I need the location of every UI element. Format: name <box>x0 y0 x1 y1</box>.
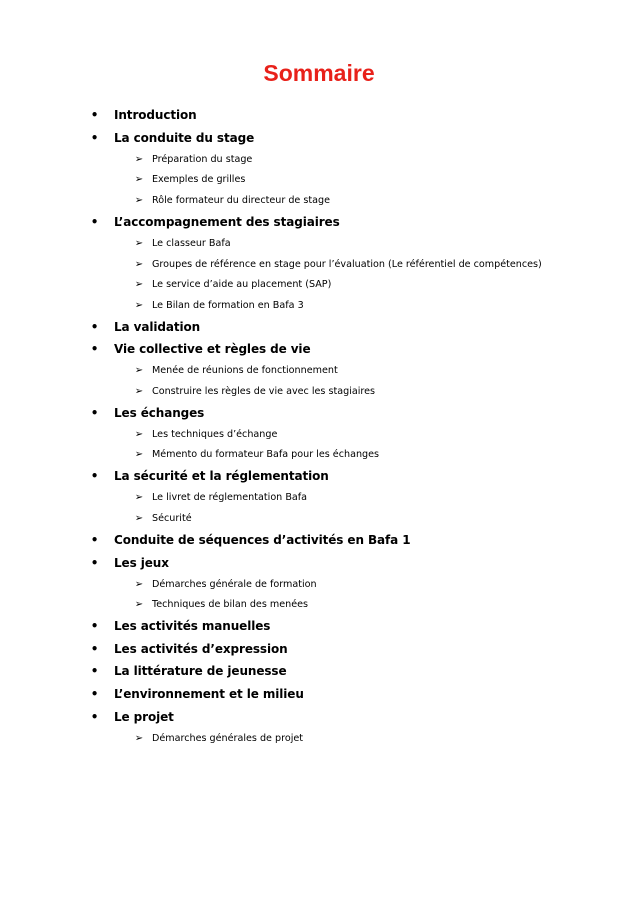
toc-subitem <box>0 170 638 191</box>
toc-item-label: La conduite du stage <box>114 130 255 145</box>
toc-subitem <box>0 381 638 402</box>
toc-item-label: Vie collective et règles de vie <box>114 342 311 357</box>
arrow-bullet-icon: ➢ <box>134 299 144 311</box>
toc-item-label: L’accompagnement des stagiaires <box>114 214 340 229</box>
toc-item-label: Introduction <box>114 108 197 123</box>
arrow-bullet-icon: ➢ <box>134 578 144 590</box>
table-of-contents <box>0 104 638 748</box>
bullet-icon: • <box>90 709 99 724</box>
toc-subitem-label: Exemples de grilles <box>152 174 246 186</box>
bullet-icon: • <box>90 319 99 334</box>
toc-subitem-label: Groupes de référence en stage pour l’évaluation (Le référentiel de compétences) <box>152 258 542 270</box>
toc-subitem-label: Démarches générales de projet <box>152 732 304 744</box>
toc-item <box>0 637 638 660</box>
toc-item-label: La validation <box>114 319 201 334</box>
toc-item-label: Conduite de séquences d’activités en Bafa 1 <box>114 532 411 547</box>
toc-item <box>0 551 638 574</box>
toc-subitem <box>0 728 638 749</box>
toc-subitem-label: Techniques de bilan des menées <box>152 599 308 611</box>
toc-item-label: Le projet <box>114 709 174 724</box>
bullet-icon: • <box>90 619 99 634</box>
arrow-bullet-icon: ➢ <box>134 385 144 397</box>
arrow-bullet-icon: ➢ <box>134 732 144 744</box>
arrow-bullet-icon: ➢ <box>134 512 144 524</box>
toc-subitem <box>0 594 638 615</box>
page-title: Sommaire <box>263 60 375 86</box>
toc-subitem-label: Menée de réunions de fonctionnement <box>152 365 338 377</box>
bullet-icon: • <box>90 405 99 420</box>
toc-subitem-label: Mémento du formateur Bafa pour les échanges <box>152 449 380 461</box>
toc-subitem <box>0 488 638 509</box>
toc-item <box>0 660 638 683</box>
arrow-bullet-icon: ➢ <box>134 238 144 250</box>
toc-subitem-label: Démarches générale de formation <box>152 578 317 590</box>
bullet-icon: • <box>90 108 99 123</box>
arrow-bullet-icon: ➢ <box>134 599 144 611</box>
toc-subitem <box>0 445 638 466</box>
toc-item-label: L’environnement et le milieu <box>114 686 304 701</box>
toc-item <box>0 338 638 361</box>
arrow-bullet-icon: ➢ <box>134 365 144 377</box>
toc-subitem <box>0 508 638 529</box>
bullet-icon: • <box>90 342 99 357</box>
arrow-bullet-icon: ➢ <box>134 279 144 291</box>
toc-item <box>0 127 638 150</box>
toc-item <box>0 104 638 127</box>
toc-item <box>0 465 638 488</box>
toc-subitem-label: Construire les règles de vie avec les stagiaires <box>152 385 376 397</box>
bullet-icon: • <box>90 214 99 229</box>
toc-subitem <box>0 424 638 445</box>
toc-item-label: La littérature de jeunesse <box>114 664 287 679</box>
bullet-icon: • <box>90 130 99 145</box>
toc-subitem <box>0 233 638 254</box>
toc-subitem <box>0 274 638 295</box>
bullet-icon: • <box>90 469 99 484</box>
toc-subitem <box>0 190 638 211</box>
arrow-bullet-icon: ➢ <box>134 194 144 206</box>
toc-subitem <box>0 149 638 170</box>
bullet-icon: • <box>90 555 99 570</box>
bullet-icon: • <box>90 664 99 679</box>
toc-subitem <box>0 295 638 316</box>
toc-subitem-label: Le classeur Bafa <box>152 238 231 250</box>
bullet-icon: • <box>90 641 99 656</box>
arrow-bullet-icon: ➢ <box>134 492 144 504</box>
toc-subitem-label: Rôle formateur du directeur de stage <box>152 194 331 206</box>
arrow-bullet-icon: ➢ <box>134 428 144 440</box>
arrow-bullet-icon: ➢ <box>134 258 144 270</box>
toc-subitem-label: Le Bilan de formation en Bafa 3 <box>152 299 304 311</box>
toc-subitem-label: Le service d’aide au placement (SAP) <box>152 279 332 291</box>
arrow-bullet-icon: ➢ <box>134 449 144 461</box>
toc-item-label: Les activités manuelles <box>114 619 271 634</box>
toc-item-label: Les jeux <box>114 555 169 570</box>
toc-subitem <box>0 360 638 381</box>
toc-item <box>0 705 638 728</box>
bullet-icon: • <box>90 686 99 701</box>
toc-subitem <box>0 574 638 595</box>
arrow-bullet-icon: ➢ <box>134 153 144 165</box>
toc-subitem-label: Le livret de réglementation Bafa <box>152 492 308 504</box>
toc-item <box>0 401 638 424</box>
toc-item <box>0 615 638 638</box>
toc-item-label: Les échanges <box>114 405 205 420</box>
toc-item <box>0 211 638 234</box>
bullet-icon: • <box>90 532 99 547</box>
toc-item <box>0 315 638 338</box>
toc-item <box>0 529 638 552</box>
toc-subitem-label: Les techniques d’échange <box>152 428 278 440</box>
toc-subitem <box>0 254 638 275</box>
arrow-bullet-icon: ➢ <box>134 174 144 186</box>
toc-item <box>0 683 638 706</box>
toc-item-label: Les activités d’expression <box>114 641 288 656</box>
toc-subitem-label: Préparation du stage <box>152 153 253 165</box>
toc-subitem-label: Sécurité <box>152 512 192 524</box>
toc-item-label: La sécurité et la réglementation <box>114 469 329 484</box>
